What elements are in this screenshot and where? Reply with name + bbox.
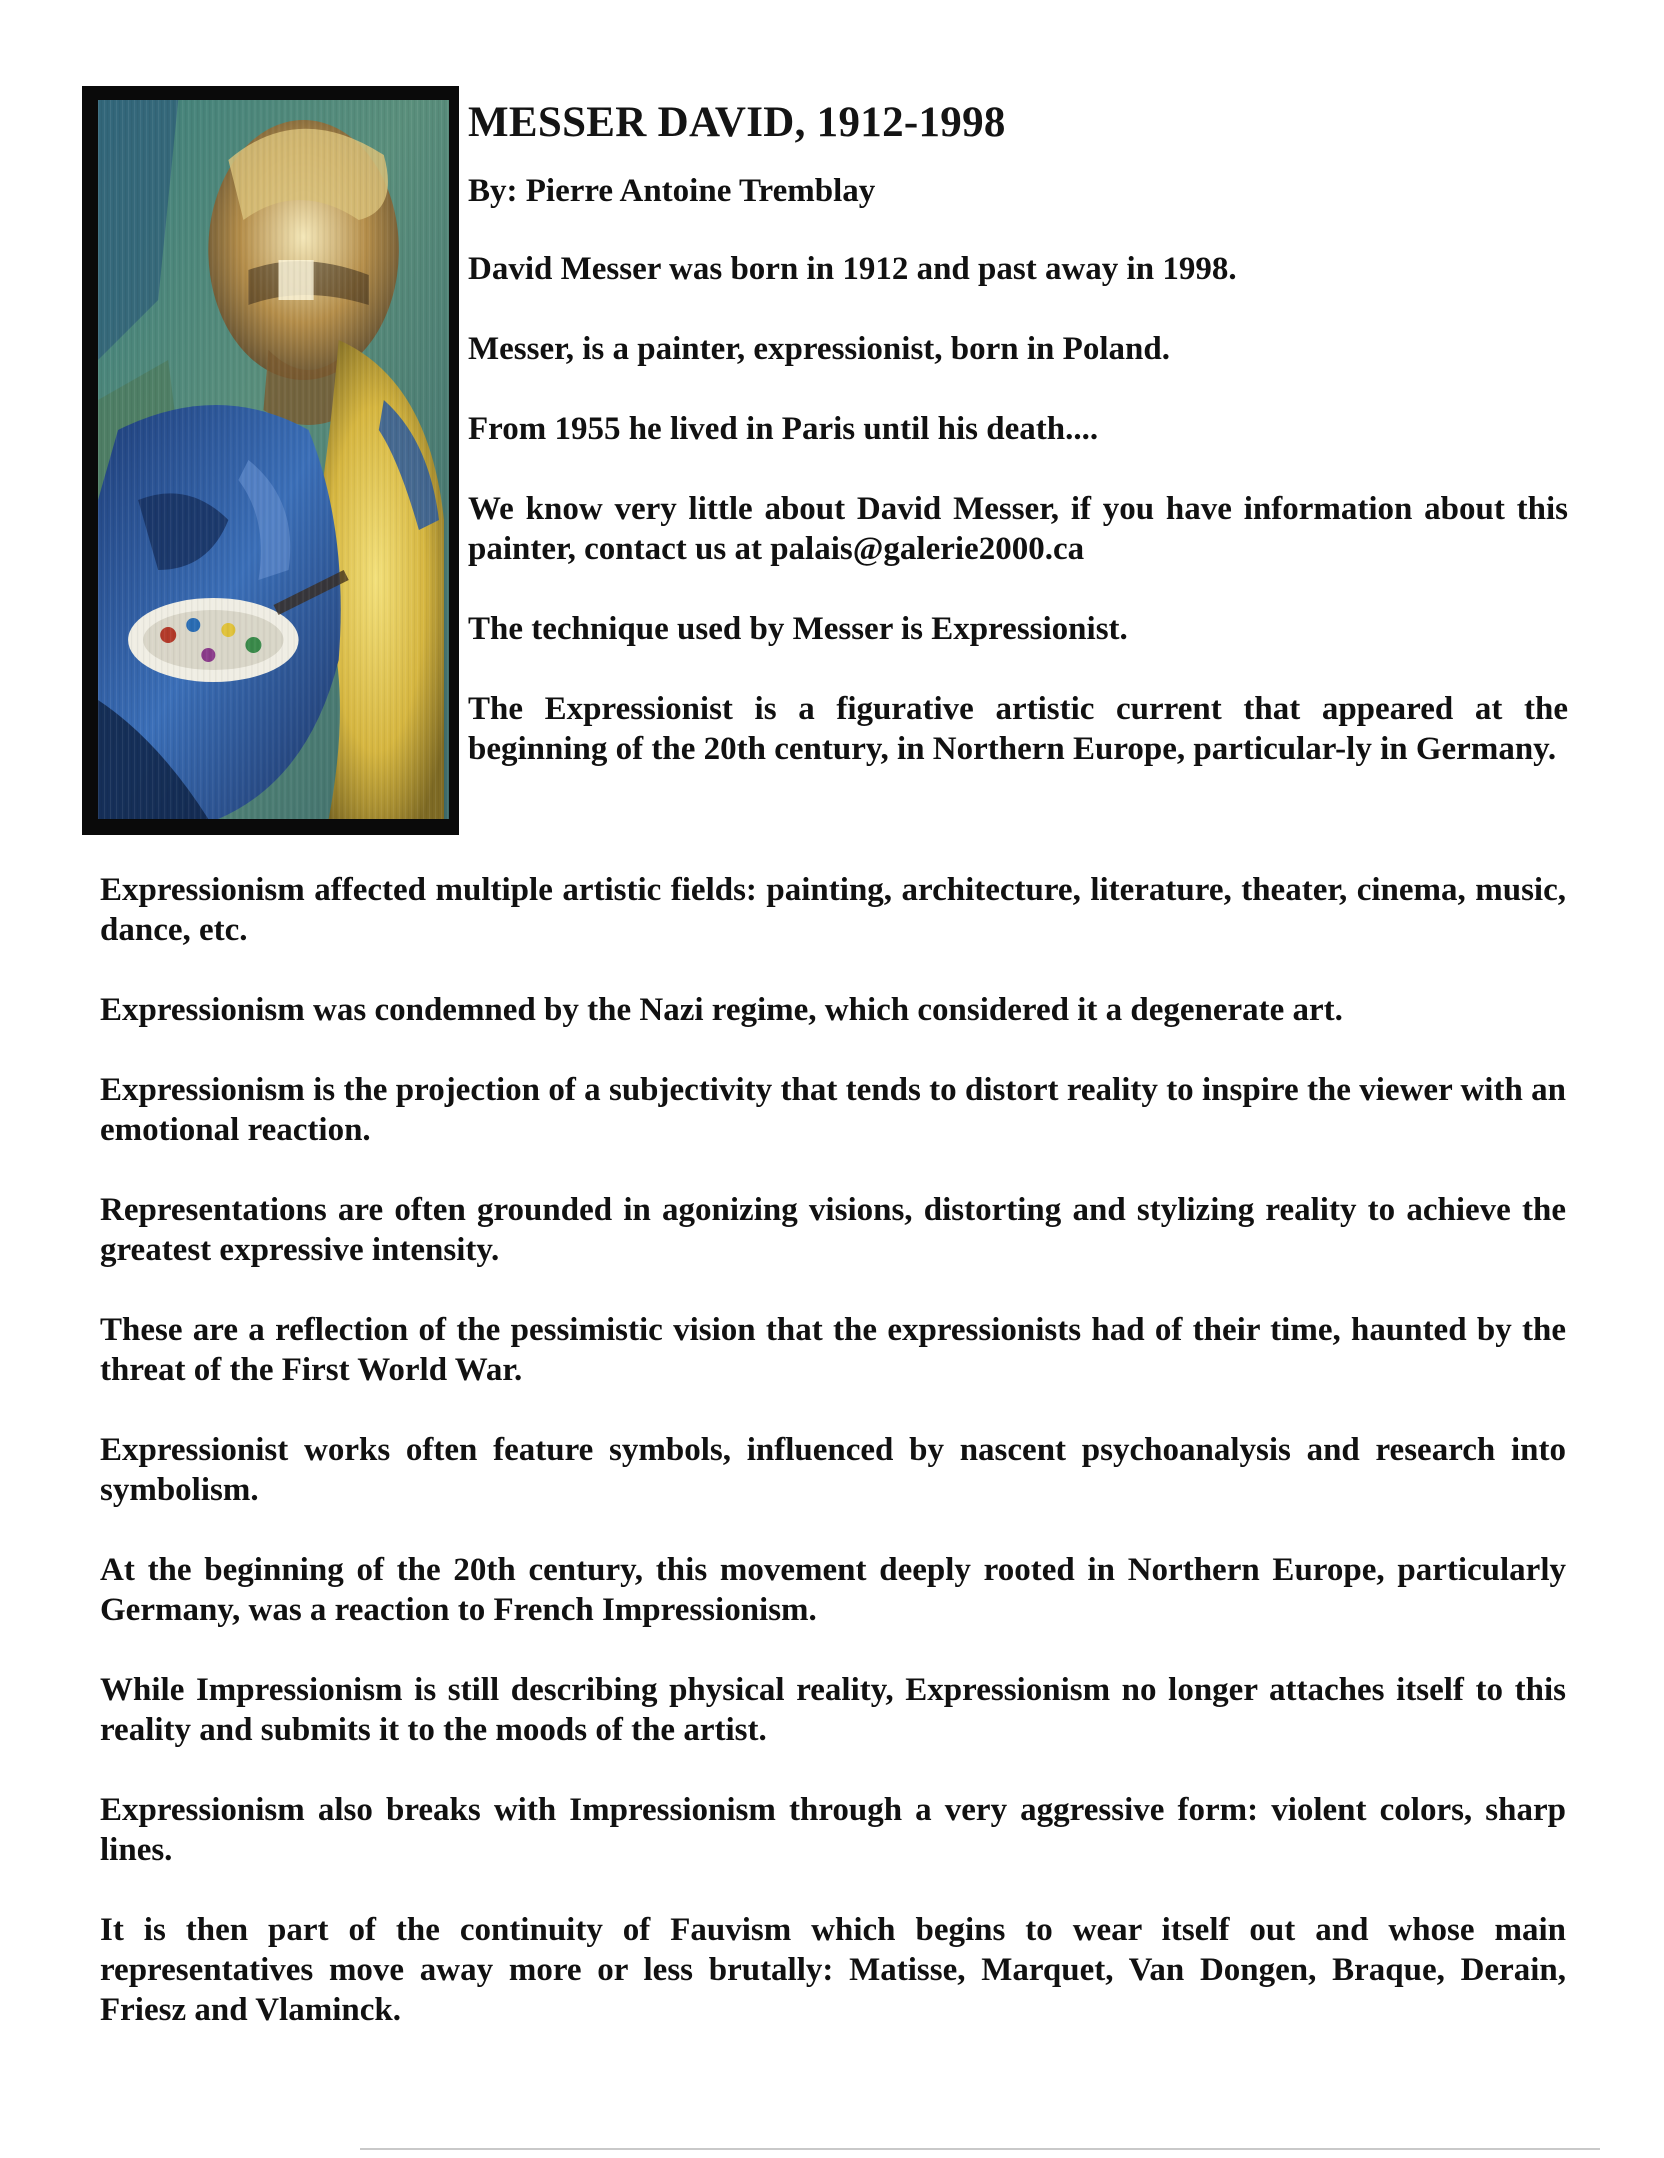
intro-paragraph: The technique used by Messer is Expressionist. bbox=[468, 611, 1128, 647]
scan-edge-line bbox=[360, 2148, 1600, 2150]
intro-paragraph: The Expressionist is a figurative artistic current that appeared at the beginning of the 20th century, in Northern Europe, particular-ly in Germany. bbox=[468, 691, 1568, 767]
body-paragraph: Expressionism affected multiple artistic fields: painting, architecture, literature, theater, cinema, music, dance, etc. bbox=[100, 872, 1566, 948]
body-paragraph: It is then part of the continuity of Fauvism which begins to wear itself out and whose main representatives move away more or less brutally: Matisse, Marquet, Van Dongen, Braque, Derain, Friesz and Vlaminck. bbox=[100, 1912, 1566, 2028]
intro-paragraph: We know very little about David Messer, if you have information about this painter, contact us at palais@galerie2000.ca bbox=[468, 491, 1568, 567]
body-paragraph: Expressionist works often feature symbols, influenced by nascent psychoanalysis and research into symbolism. bbox=[100, 1432, 1566, 1508]
body-paragraph: Expressionism also breaks with Impressionism through a very aggressive form: violent colors, sharp lines. bbox=[100, 1792, 1566, 1868]
body-text bbox=[100, 870, 1566, 2070]
byline: By: Pierre Antoine Tremblay bbox=[468, 173, 876, 209]
body-paragraph: These are a reflection of the pessimistic vision that the expressionists had of their time, haunted by the threat of the First World War. bbox=[100, 1312, 1566, 1388]
body-paragraph: At the beginning of the 20th century, this movement deeply rooted in Northern Europe, particularly Germany, was a reaction to French Impressionism. bbox=[100, 1552, 1566, 1628]
intro-paragraph: Messer, is a painter, expressionist, born in Poland. bbox=[468, 331, 1170, 367]
intro-paragraph: David Messer was born in 1912 and past away in 1998. bbox=[468, 251, 1237, 287]
header-column bbox=[468, 98, 1568, 809]
body-paragraph: Expressionism was condemned by the Nazi regime, which considered it a degenerate art. bbox=[100, 992, 1343, 1028]
painting-image bbox=[98, 100, 449, 819]
body-paragraph: While Impressionism is still describing physical reality, Expressionism no longer attaches itself to this reality and submits it to the moods of the artist. bbox=[100, 1672, 1566, 1748]
document-title: MESSER DAVID, 1912-1998 bbox=[468, 99, 1006, 146]
artist-portrait-painting bbox=[82, 86, 459, 835]
body-paragraph: Representations are often grounded in agonizing visions, distorting and stylizing reality to achieve the greatest expressive intensity. bbox=[100, 1192, 1566, 1268]
intro-paragraph: From 1955 he lived in Paris until his death.... bbox=[468, 411, 1099, 447]
body-paragraph: Expressionism is the projection of a subjectivity that tends to distort reality to inspire the viewer with an emotional reaction. bbox=[100, 1072, 1566, 1148]
